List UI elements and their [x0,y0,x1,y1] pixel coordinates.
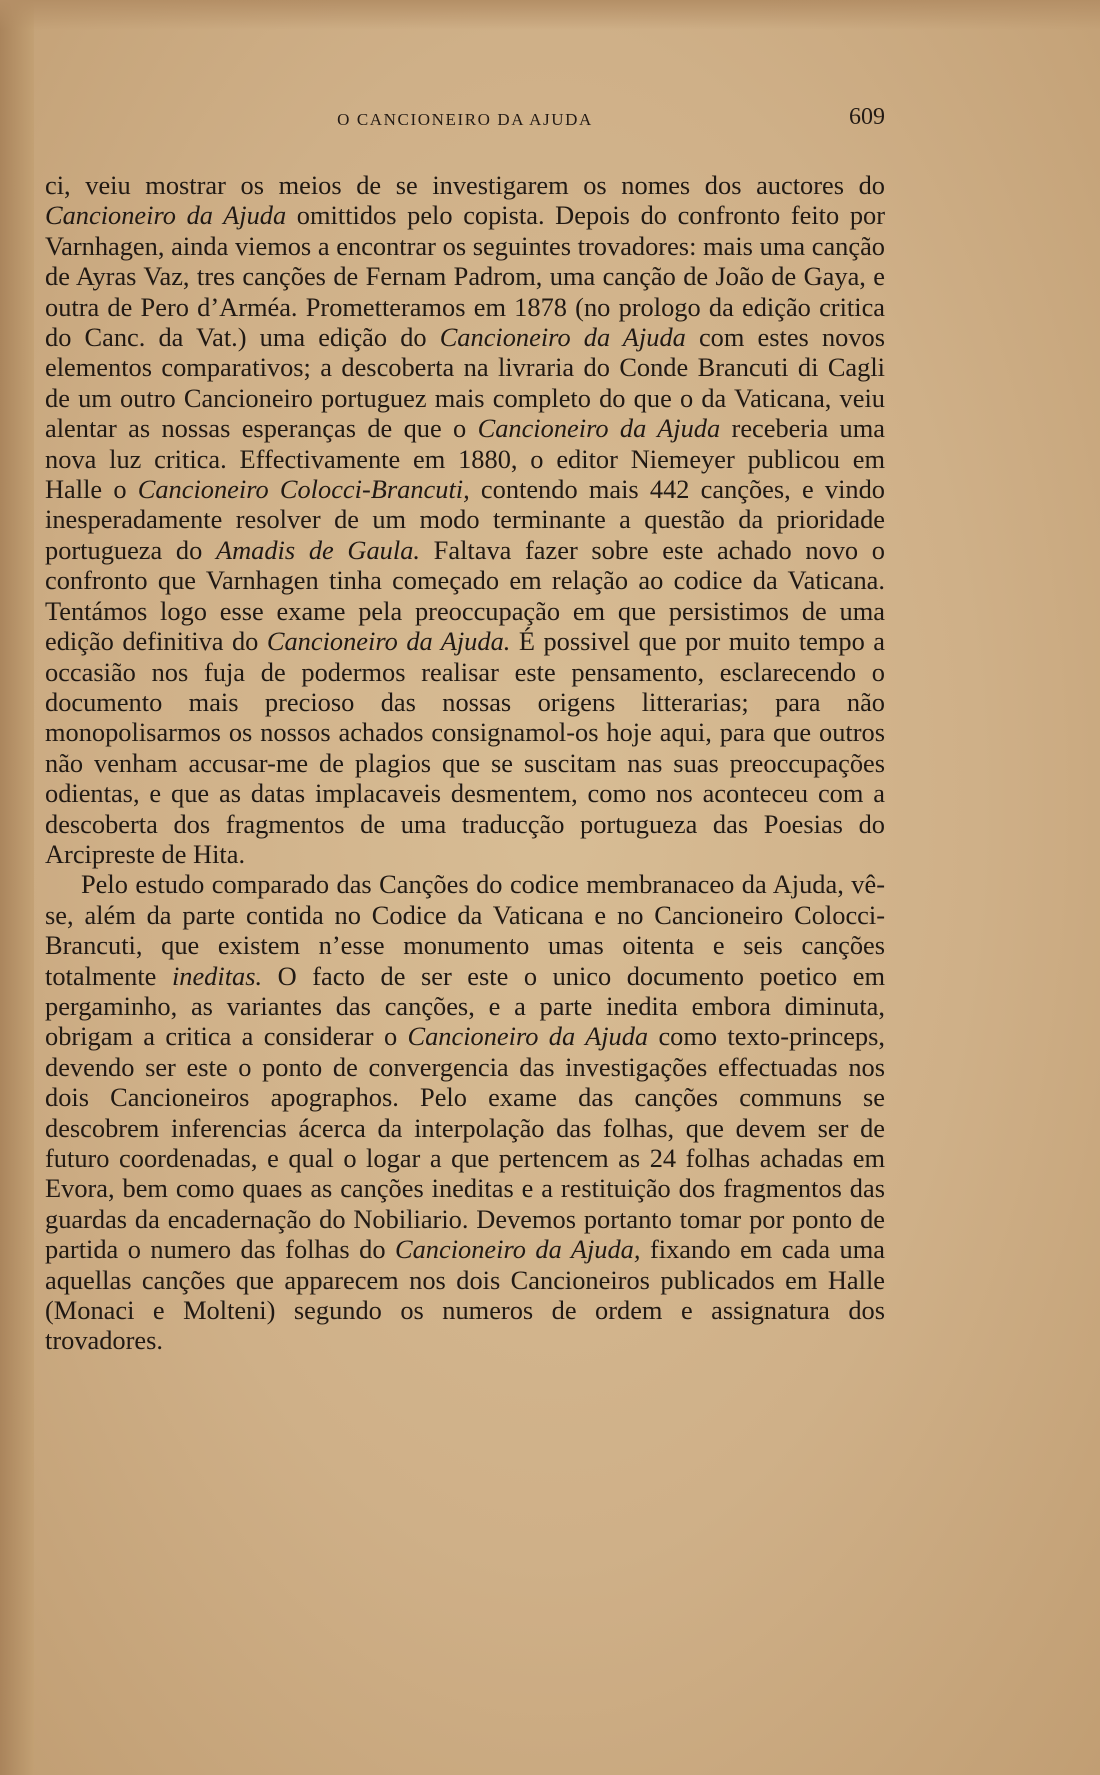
page-number: 609 [849,104,885,130]
page-header [45,104,885,136]
italic-title-run: Cancioneiro da Ajuda [477,413,721,444]
italic-title-run: Cancioneiro da Ajuda [407,1021,649,1052]
body-text [45,170,885,1356]
text-run: ci, veiu mostrar os meios de se investigarem os nomes dos auctores do [45,170,885,200]
text-run: omittidos pelo copista. Depois do confronto feito por Varnhagen, ainda viemos a encontrar os seguintes trovadores: mais uma canção de Ayras Vaz, tres canções de Fernam Padrom, uma canção de João de Gaya, e outra de Pero d’Arméa. Prometteramos em 1878 (no prologo da edição critica do Canc. da Vat.) uma edição do [45,200,885,353]
italic-title-run: Cancioneiro da Ajuda [45,200,287,231]
text-run: contendo mais 442 canções, e vindo inesperadamente resolver de um modo terminante a questão da prioridade portugueza do [45,474,885,565]
italic-title-run: Cancioneiro da Ajuda, [395,1234,641,1265]
italic-title-run: Cancioneiro Colocci-Brancuti, [137,474,470,505]
text-run: Faltava fazer sobre este achado novo o confronto que Varnhagen tinha começado em relação ao codice da Vaticana. Tentámos logo esse exame pela preoccupação em que persistimos de uma edição definitiva do [45,534,885,657]
paragraph-2 [45,869,885,1356]
text-run: com estes novos elementos comparativos; a descoberta na livraria do Conde Brancuti di Cagli de um outro Cancioneiro portuguez mais completo do que o da Vaticana, veiu alentar as nossas esperanças de que o [45,322,885,444]
running-head: O CANCIONEIRO DA AJUDA [337,110,593,129]
text-run: Pelo estudo comparado das Canções do codice membranaceo da Ajuda, vê-se, além da parte contida no Codice da Vaticana e no Cancioneiro Colocci-Brancuti, que existem n’esse monumento umas oitenta e seis canções totalmente [45,869,885,991]
italic-title-run: Cancioneiro da Ajuda. [266,626,511,657]
italic-title-run: ineditas. [171,960,263,991]
italic-title-run: Amadis de Gaula. [215,534,420,565]
text-run: É possivel que por muito tempo a occasião nos fuja de podermos realisar este pensamento, esclarecendo o documento mais precioso das nossas origens litterarias; para não monopolisarmos os nossos achados consignamol-os hoje aqui, para que outros não venham accusar-me de plagios que se suscitam nas suas preoccupações odientas, e que as datas implacaveis desmentem, como nos aconteceu com a descoberta dos fragmentos de uma traducção portugueza das Poesias do Arcipreste de Hita. [45,626,885,869]
text-run: receberia uma nova luz critica. Effectivamente em 1880, o editor Niemeyer publicou em Halle o [45,413,885,505]
italic-title-run: Cancioneiro da Ajuda [439,322,686,353]
text-run: O facto de ser este o unico documento poetico em pergaminho, as variantes das canções, e a parte inedita embora diminuta, obrigam a critica a considerar o [45,960,885,1052]
text-run: como texto-princeps, devendo ser este o ponto de convergencia das investigações effectuadas nos dois Cancioneiros apographos. Pelo exame das canções communs se descobrem inferencias ácerca da interpolação das folhas, que devem ser de futuro coordenadas, e qual o logar a que pertencem as 24 folhas achadas em Evora, bem como quaes as canções ineditas e a restituição dos fragmentos das guardas da encadernação do Nobiliario. Devemos portanto tomar por ponto de partida o numero das folhas do [45,1021,885,1265]
page-top-shadow [0,0,1100,30]
page-edge-shadow [0,0,34,1775]
text-run: fixando em cada uma aquellas canções que apparecem nos dois Cancioneiros publicados em Halle (Monaci e Molteni) segundo os numeros de ordem e assignatura dos trovadores. [45,1234,885,1356]
paragraph-1 [45,170,885,869]
